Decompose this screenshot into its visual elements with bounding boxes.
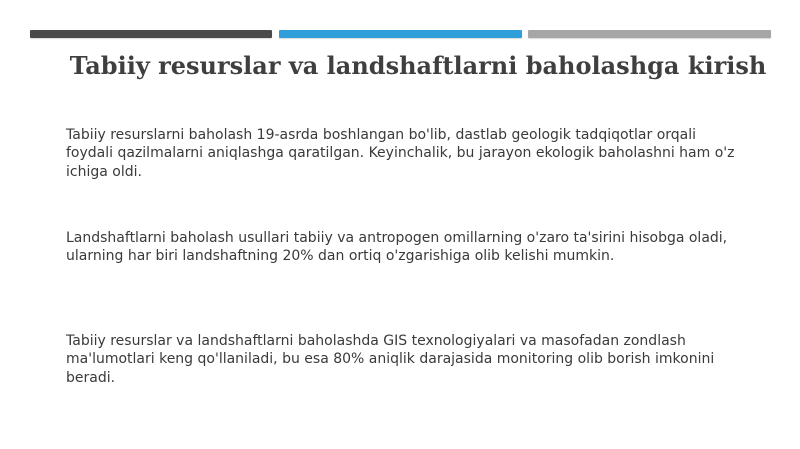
header-bar-gray — [528, 30, 771, 38]
paragraph-gis: Tabiiy resurslar va landshaftlarni baholashda GIS texnologiyalari va masofadan zondlash ma'lumotlari keng qo'llaniladi, bu esa 80% aniqlik darajasida monitoring olib borish imkonini beradi. — [66, 333, 715, 386]
header-bar-blue — [279, 30, 522, 38]
paragraph-methods: Landshaftlarni baholash usullari tabiiy va antropogen omillarning o'zaro ta'sirini hisobga oladi, ularning har biri landshaftning 20% dan ortiq o'zgarishiga olib kelishi mumkin. — [66, 230, 728, 265]
slide-title: Tabiiy resurslar va landshaftlarni baholashga kirish — [69, 51, 767, 80]
paragraph-history: Tabiiy resurslarni baholash 19-asrda boshlangan bo'lib, dastlab geologik tadqiqotlar orqali foydali qazilmalarni aniqlashga qaratilgan. Keyinchalik, bu jarayon ekologik baholashni ham o'z ichiga oldi. — [66, 127, 735, 180]
header-bar-dark — [30, 30, 272, 38]
